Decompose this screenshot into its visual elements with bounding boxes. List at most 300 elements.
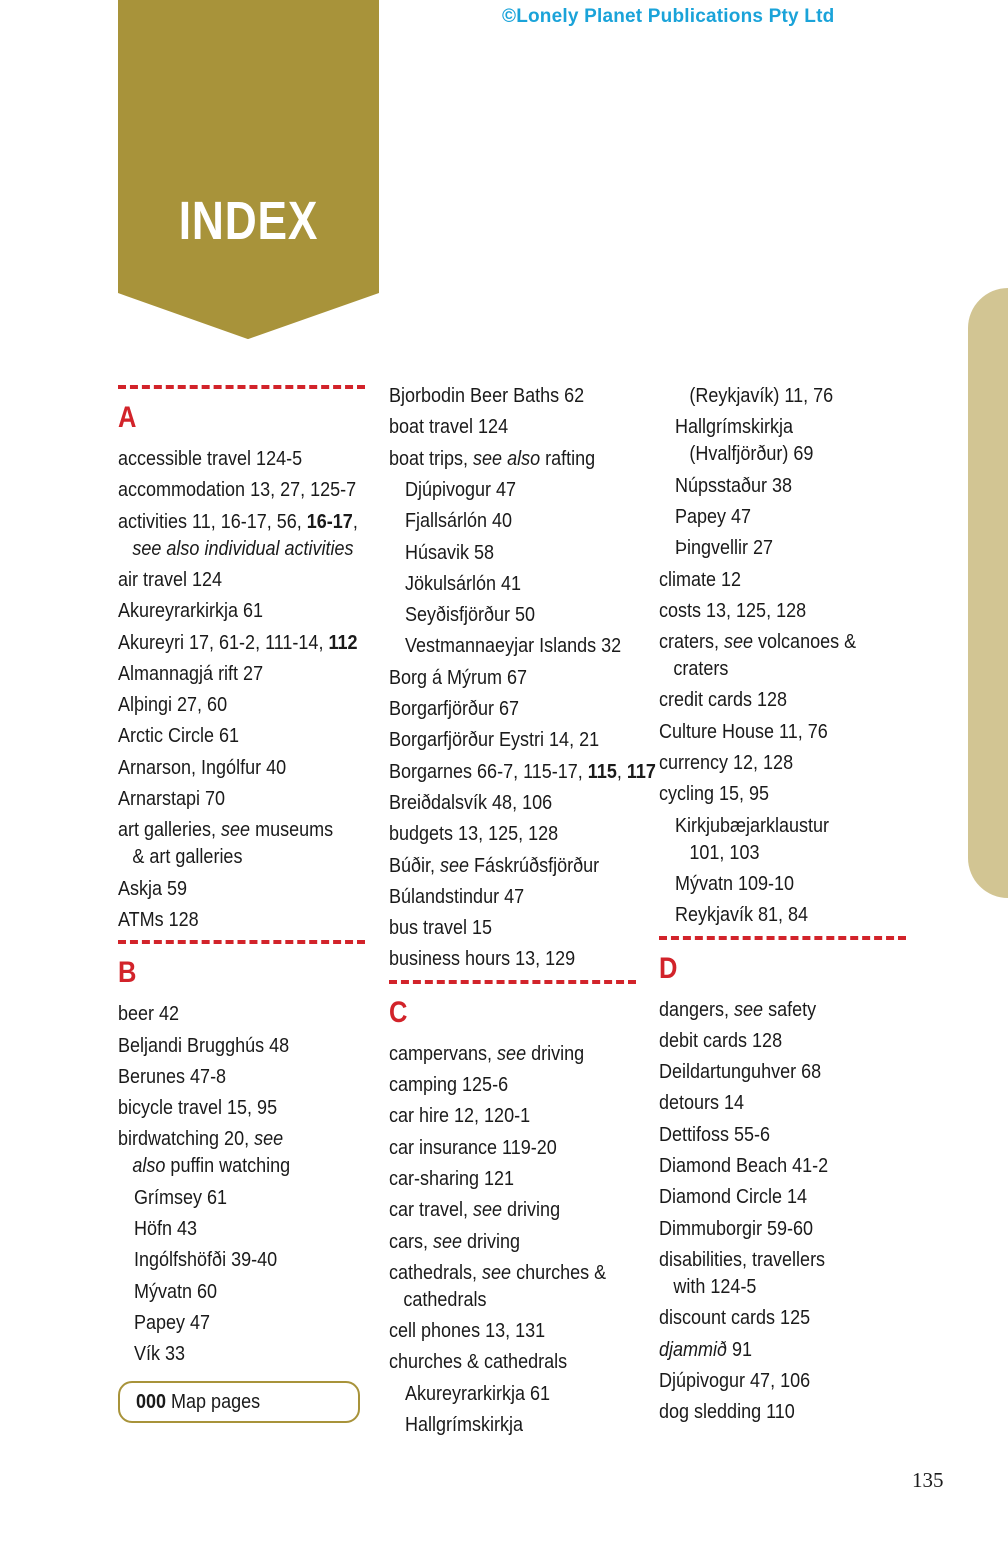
entry-text: Vestmannaeyjar Islands 32: [405, 635, 622, 658]
index-entry-line: [659, 1247, 825, 1274]
entry-text: Höfn 43: [134, 1218, 198, 1240]
index-entry: [118, 1064, 226, 1091]
index-entry-line: [405, 602, 535, 629]
index-entry: [659, 750, 793, 777]
entry-text: Grímsey 61: [134, 1186, 228, 1209]
index-entry: [389, 821, 558, 848]
entry-text: Diamond Beach 41-2: [659, 1155, 829, 1177]
entry-text: birdwatching 20,: [118, 1128, 255, 1151]
index-entry-line: [389, 946, 575, 973]
side-thumb-tab: [968, 288, 1008, 898]
index-entry: [659, 1028, 782, 1055]
entry-text: Ingólfshöfði 39-40: [134, 1249, 278, 1272]
entry-text: debit cards 128: [659, 1029, 783, 1052]
index-entry-line: [389, 1229, 520, 1256]
index-entry: [389, 759, 656, 786]
entry-text: Búlandstindur 47: [389, 885, 525, 908]
index-entry: [118, 661, 263, 688]
entry-text: Bjorbodin Beer Baths 62: [389, 385, 585, 407]
index-entry: [118, 509, 358, 563]
index-subentry: [675, 871, 794, 898]
index-entry-line: [118, 1126, 290, 1153]
index-entry-line: [659, 1028, 782, 1055]
index-entry: [118, 567, 222, 594]
cross-reference-text: see: [433, 1230, 463, 1253]
section-divider: [659, 936, 906, 940]
index-entry-line: [389, 414, 508, 441]
index-entry: [118, 786, 225, 813]
index-entry-line: [389, 853, 599, 880]
index-entry-line: [675, 902, 808, 929]
section-divider: [118, 385, 365, 389]
entry-text: detours 14: [659, 1092, 745, 1115]
index-entry-line: [118, 509, 358, 536]
entry-text: car-sharing 121: [389, 1167, 515, 1190]
index-subentry: [405, 633, 621, 660]
index-subentry: [405, 602, 535, 629]
entry-text: ,: [352, 510, 358, 533]
entry-text: Diamond Circle 14: [659, 1186, 808, 1209]
index-entry-line: [405, 1412, 523, 1439]
index-entry-line: [389, 884, 524, 911]
entry-text: boat travel 124: [389, 416, 509, 439]
index-entry: [118, 630, 357, 657]
index-subentry: [405, 540, 494, 567]
entry-text: Papey 47: [134, 1311, 211, 1334]
index-entry-line: [134, 1279, 217, 1306]
index-entry: [389, 383, 584, 410]
index-entry-line: [134, 1185, 227, 1212]
cross-reference-text: see: [734, 998, 764, 1021]
index-subentry: [675, 504, 751, 531]
entry-text: puffin watching: [165, 1155, 291, 1178]
index-entry-line: [659, 1337, 752, 1364]
entry-text: Arnarstapi 70: [118, 788, 226, 810]
index-banner: [118, 0, 379, 340]
entry-text: climate 12: [659, 568, 742, 591]
index-entry: [118, 1126, 290, 1180]
cross-reference-text: see: [473, 1199, 503, 1222]
entry-text: Seyðisfjörður 50: [405, 604, 536, 627]
entry-text: cathedrals,: [389, 1261, 483, 1284]
cross-reference-text: djammið: [659, 1338, 728, 1361]
entry-text: Akureyrarkirkja 61: [405, 1382, 551, 1405]
index-subentry: [134, 1310, 210, 1337]
index-entry-line: [675, 414, 813, 441]
index-entry-line: [118, 661, 263, 688]
index-entry-line: [659, 997, 816, 1024]
entry-text: (Hvalfjörður) 69: [689, 443, 814, 466]
index-entry: [389, 696, 519, 723]
index-entry: [389, 1349, 567, 1376]
entry-text: Borgarfjörður Eystri 14, 21: [389, 729, 600, 752]
index-entry: [118, 477, 356, 504]
cross-reference-text: see: [482, 1261, 512, 1284]
section-letter: B: [118, 956, 137, 990]
entry-text: Akureyri 17, 61-2, 111-14,: [118, 631, 329, 654]
entry-text: credit cards 128: [659, 689, 788, 712]
index-entry-line: [118, 630, 357, 657]
index-entry-line: [659, 1184, 807, 1211]
index-entry-line: [405, 508, 512, 535]
index-entry: [659, 629, 856, 683]
index-entry: [659, 1059, 821, 1086]
entry-text: Akureyrarkirkja 61: [118, 600, 264, 623]
index-subentry: [134, 1216, 197, 1243]
index-subentry: [675, 473, 792, 500]
index-entry-line: [659, 687, 787, 714]
index-entry-line: [118, 907, 199, 934]
index-entry: [659, 1399, 795, 1426]
index-entry: [118, 446, 302, 473]
map-page-ref: 16-17: [306, 510, 353, 533]
entry-text: dangers,: [659, 998, 735, 1021]
index-entry-line: [405, 571, 521, 598]
index-entry: [118, 817, 333, 871]
index-subentry: [134, 1247, 277, 1274]
entry-text: Arctic Circle 61: [118, 725, 240, 748]
index-entry-line: [659, 567, 741, 594]
entry-text: discount cards 125: [659, 1307, 811, 1330]
cross-reference-text: see also: [473, 447, 541, 470]
section-divider: [118, 940, 365, 944]
index-entry-line: [405, 1381, 550, 1408]
map-page-ref: 117: [626, 760, 656, 783]
entry-text: craters,: [659, 631, 725, 654]
entry-text: Mývatn 109-10: [675, 872, 795, 895]
index-entry-line: [659, 1274, 825, 1301]
index-entry: [389, 1229, 520, 1256]
index-entry-line: [118, 755, 286, 782]
entry-text: churches & cathedrals: [389, 1351, 568, 1374]
index-entry-line: [118, 598, 263, 625]
entry-text: Fáskrúðsfjörður: [469, 854, 600, 877]
entry-text: ,: [616, 760, 627, 783]
cross-reference-text: see: [221, 819, 251, 842]
section-letter: D: [659, 951, 678, 985]
entry-text: Kirkjubæjarklaustur: [675, 814, 830, 837]
entry-text: Deildartunguhver 68: [659, 1061, 822, 1084]
index-entry-line: [659, 1153, 828, 1180]
entry-text: & art galleries: [132, 846, 243, 869]
entry-text: bus travel 15: [389, 917, 493, 940]
index-entry-line: [389, 1166, 514, 1193]
entry-text: dog sledding 110: [659, 1401, 795, 1424]
map-pages-number: 000: [136, 1391, 167, 1413]
entry-text: cathedrals: [403, 1288, 487, 1311]
index-entry: [118, 723, 239, 750]
index-subentry: [134, 1279, 217, 1306]
entry-text: Mývatn 60: [134, 1280, 218, 1303]
index-entry-line: [389, 727, 599, 754]
index-entry: [389, 446, 595, 473]
index-entry: [389, 727, 599, 754]
index-entry-line: [389, 790, 552, 817]
entry-text: cars,: [389, 1230, 434, 1253]
section-letter: C: [389, 995, 408, 1029]
cross-reference-text: see: [724, 631, 754, 654]
index-entry: [389, 946, 575, 973]
index-entry: [659, 719, 828, 746]
index-subentry: [405, 1381, 550, 1408]
index-entry: [389, 1260, 606, 1314]
index-entry-line: [389, 821, 558, 848]
entry-text: Djúpivogur 47: [405, 478, 517, 501]
index-entry: [118, 1001, 179, 1028]
index-entry-line: [118, 536, 358, 563]
index-subentry: [675, 414, 813, 468]
index-entry-line: [659, 1216, 813, 1243]
index-entry-line: [389, 696, 519, 723]
index-entry-line: [118, 844, 333, 871]
index-entry-line: [659, 1368, 810, 1395]
index-entry: [118, 755, 286, 782]
entry-text: business hours 13, 129: [389, 948, 576, 971]
entry-text: 101, 103: [689, 841, 760, 864]
entry-text: campervans,: [389, 1042, 498, 1065]
index-entry: [389, 915, 492, 942]
entry-text: accommodation 13, 27, 125-7: [118, 479, 357, 502]
entry-text: Arnarson, Ingólfur 40: [118, 756, 287, 779]
entry-text: art galleries,: [118, 819, 222, 842]
index-entry: [389, 1135, 557, 1162]
index-entry-line: [405, 633, 621, 660]
index-entry-line: [389, 1041, 584, 1068]
index-entry: [118, 1033, 289, 1060]
index-subentry: [675, 902, 808, 929]
entry-text: accessible travel 124-5: [118, 448, 303, 470]
entry-text: with 124-5: [673, 1275, 757, 1298]
entry-text: Borgarnes 66-7, 115-17,: [389, 760, 588, 783]
index-entry: [118, 876, 187, 903]
entry-text: Hallgrímskirkja: [675, 416, 794, 439]
index-entry: [389, 1318, 545, 1345]
entry-text: Jökulsárlón 41: [405, 572, 522, 595]
entry-text: car travel,: [389, 1199, 474, 1222]
index-entry-line: [389, 915, 492, 942]
index-entry-line: [675, 504, 751, 531]
index-entry-line: [134, 1310, 210, 1337]
index-entry-line: [389, 446, 595, 473]
entry-text: driving: [526, 1042, 585, 1065]
entry-text: ATMs 128: [118, 908, 199, 931]
map-pages-key: [118, 1381, 360, 1423]
cross-reference-text: also: [132, 1155, 166, 1178]
index-entry: [659, 1122, 770, 1149]
entry-text: Breiðdalsvík 48, 106: [389, 791, 553, 814]
entry-text: cell phones 13, 131: [389, 1320, 546, 1343]
index-entry-line: [118, 692, 227, 719]
page-title: INDEX: [178, 191, 319, 251]
entry-text: Almannagjá rift 27: [118, 662, 264, 685]
index-entry-line: [405, 540, 494, 567]
entry-text: Dettifoss 55-6: [659, 1123, 771, 1146]
index-entry-line: [134, 1216, 197, 1243]
index-entry-line: [389, 1197, 560, 1224]
index-entry: [659, 1337, 752, 1364]
entry-text: Búðir,: [389, 854, 441, 877]
index-entry-line: [118, 786, 225, 813]
index-entry: [118, 1095, 277, 1122]
entry-text: craters: [673, 658, 729, 681]
index-entry-line: [675, 383, 833, 410]
index-entry-line: [389, 665, 527, 692]
index-entry-line: [118, 876, 187, 903]
banner-shape: [118, 0, 379, 340]
index-entry: [659, 1153, 828, 1180]
entry-text: volcanoes &: [753, 631, 857, 654]
index-entry-line: [675, 871, 794, 898]
entry-text: costs 13, 125, 128: [659, 599, 807, 622]
entry-text: Húsavik 58: [405, 541, 495, 564]
index-subentry: [675, 813, 829, 867]
index-entry-line: [659, 1399, 795, 1426]
entry-text: Alþingi 27, 60: [118, 694, 228, 717]
cross-reference-text: see: [254, 1128, 284, 1151]
cross-reference-text: see: [440, 854, 470, 877]
index-entry-line: [134, 1247, 277, 1274]
index-entry-line: [118, 1095, 277, 1122]
index-entry: [659, 1305, 810, 1332]
index-entry: [659, 1090, 744, 1117]
index-entry-line: [118, 1153, 290, 1180]
index-entry-line: [389, 1287, 606, 1314]
entry-text: safety: [763, 998, 817, 1021]
entry-text: churches &: [511, 1261, 607, 1284]
index-entry: [659, 1247, 825, 1301]
index-entry: [659, 598, 806, 625]
index-entry-line: [659, 656, 856, 683]
index-entry: [389, 1197, 560, 1224]
entry-text: Hallgrímskirkja: [405, 1414, 524, 1436]
index-entry-line: [675, 441, 813, 468]
index-entry: [389, 790, 552, 817]
map-page-ref: 112: [328, 631, 358, 654]
entry-text: 91: [727, 1338, 753, 1361]
entry-text: rafting: [540, 447, 596, 470]
index-entry-line: [389, 1135, 557, 1162]
index-subentry: [405, 571, 521, 598]
index-entry-line: [675, 813, 829, 840]
index-entry-line: [659, 750, 793, 777]
entry-text: Borgarfjörður 67: [389, 698, 520, 720]
index-entry: [389, 1166, 514, 1193]
map-page-ref: 115: [587, 760, 617, 783]
index-entry-line: [659, 1305, 810, 1332]
entry-text: Papey 47: [675, 505, 752, 528]
entry-text: Culture House 11, 76: [659, 720, 828, 743]
index-entry: [389, 1103, 530, 1130]
index-entry-line: [389, 1349, 567, 1376]
index-entry-line: [675, 535, 773, 562]
entry-text: Borg á Mýrum 67: [389, 666, 528, 689]
index-entry-line: [118, 1033, 289, 1060]
index-entry: [659, 781, 769, 808]
index-entry-line: [118, 446, 302, 473]
section-letter: A: [118, 401, 137, 434]
entry-text: Beljandi Brugghús 48: [118, 1034, 290, 1057]
index-entry-line: [659, 598, 806, 625]
page-number: 135: [912, 1468, 944, 1492]
map-pages-text: Map pages: [171, 1391, 261, 1413]
index-entry: [659, 1184, 807, 1211]
map-pages-label: [136, 1391, 260, 1414]
index-subentry: [675, 535, 773, 562]
entry-text: driving: [462, 1230, 521, 1253]
index-entry: [659, 1368, 810, 1395]
entry-text: activities 11, 16-17, 56,: [118, 510, 307, 533]
index-entry: [389, 665, 527, 692]
entry-text: cycling 15, 95: [659, 783, 770, 806]
index-entry-line: [659, 1122, 770, 1149]
cross-reference-text: see also individual activities: [132, 537, 354, 560]
index-subentry: [405, 1412, 523, 1439]
index-entry-line: [659, 719, 828, 746]
entry-text: car hire 12, 120-1: [389, 1105, 531, 1128]
entry-text: Askja 59: [118, 877, 188, 900]
index-entry-line: [659, 781, 769, 808]
index-entry-line: [118, 477, 356, 504]
cross-reference-text: see: [497, 1042, 527, 1065]
entry-text: (Reykjavík) 11, 76: [689, 385, 834, 407]
index-entry-line: [389, 759, 656, 786]
entry-text: Berunes 47-8: [118, 1065, 227, 1088]
entry-text: beer 42: [118, 1003, 180, 1026]
entry-text: disabilities, travellers: [659, 1248, 826, 1271]
entry-text: bicycle travel 15, 95: [118, 1097, 278, 1120]
entry-text: currency 12, 128: [659, 752, 794, 774]
entry-text: Reykjavík 81, 84: [675, 904, 809, 927]
entry-text: driving: [502, 1199, 561, 1222]
entry-text: boat trips,: [389, 447, 474, 470]
index-entry-line: [659, 1090, 744, 1117]
entry-text: car insurance 119-20: [389, 1136, 557, 1159]
index-entry-line: [405, 477, 516, 504]
index-subentry: [405, 508, 512, 535]
index-entry-line: [118, 817, 333, 844]
index-subentry: [134, 1341, 185, 1368]
index-entry: [389, 853, 599, 880]
entry-text: Dimmuborgir 59-60: [659, 1217, 814, 1240]
index-entry: [659, 997, 816, 1024]
index-entry-line: [389, 1260, 606, 1287]
index-entry: [389, 1072, 508, 1099]
index-entry-line: [118, 1001, 179, 1028]
entry-text: Djúpivogur 47, 106: [659, 1369, 811, 1392]
entry-text: Þingvellir 27: [675, 537, 774, 560]
entry-text: Vík 33: [134, 1343, 186, 1366]
index-entry: [389, 1041, 584, 1068]
entry-text: museums: [250, 819, 334, 842]
copyright-notice: ©Lonely Planet Publications Pty Ltd: [502, 6, 835, 27]
entry-text: budgets 13, 125, 128: [389, 823, 559, 846]
index-entry-line: [389, 1103, 530, 1130]
index-entry-line: [659, 629, 856, 656]
index-entry-line: [389, 1318, 545, 1345]
index-entry: [389, 884, 524, 911]
index-entry: [118, 692, 227, 719]
index-subentry: [405, 477, 516, 504]
index-entry: [118, 907, 199, 934]
entry-text: Núpsstaður 38: [675, 474, 793, 497]
index-entry-line: [134, 1341, 185, 1368]
index-entry: [659, 687, 787, 714]
entry-text: camping 125-6: [389, 1074, 509, 1096]
index-subentry: [675, 383, 833, 410]
index-entry: [659, 1216, 813, 1243]
section-divider: [389, 980, 636, 984]
entry-text: Fjallsárlón 40: [405, 510, 513, 533]
